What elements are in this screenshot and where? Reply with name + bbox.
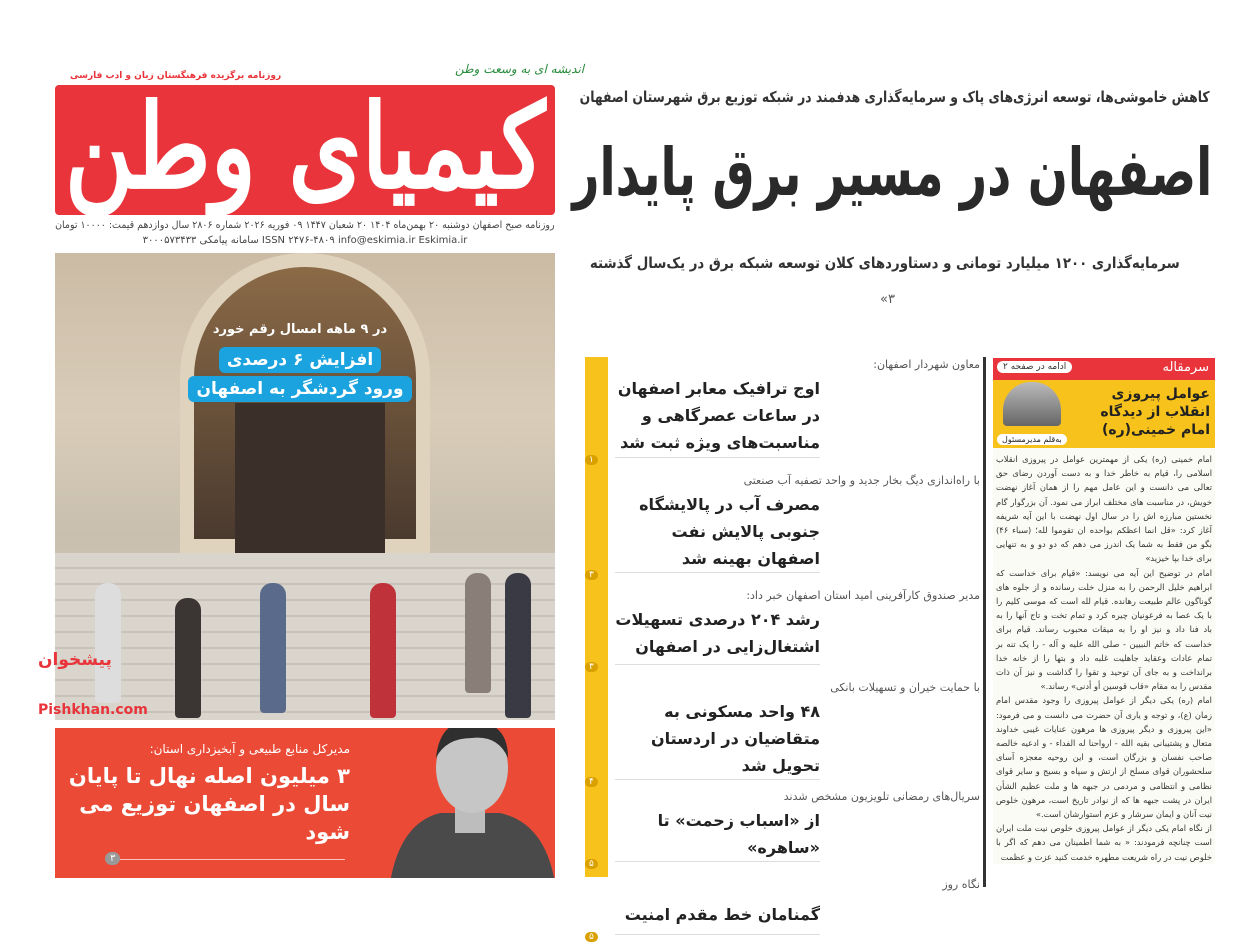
person	[175, 598, 201, 718]
paragraph: از نگاه امام یکی دیگر از عوامل پیروزی خلوص نیت ملت ایران است چنانچه فرمودند: « به شما اطمینان می دهم که اگر با خلوص نیت در راه شریعت مطهره خدمت کنید عزت و عظمت	[996, 823, 1212, 862]
divider	[105, 859, 345, 860]
news-column	[589, 358, 980, 942]
lead-page-ref[interactable]: «۳	[880, 292, 895, 307]
lead-subhead: سرمایه‌گذاری ۱۲۰۰ میلیارد تومانی و دستاوردهای کلان توسعه شبکه برق در یک‌سال گذشته	[590, 254, 1180, 272]
person	[95, 583, 121, 703]
editorial[interactable]	[993, 358, 1215, 864]
paragraph: امام خمینی (ره) یکی از مهمترین عوامل در پیروزی انقلاب اسلامی را، قیام به خاطر خدا و به دست آوردن رضای حق تعالی می دانست و این عامل مهم را از همان آغاز نهضت خویش، در مناسبت های مختلف ابراز می نمود. آن بزرگوار گام نخستین مبارزه اش را در سال اول نهضت با این آیه شریفه آغاز کرد: «قل انما اعظکم بواحده ان تقوموا لله؛ (سباء ۴۶) بگو من فقط به شما یک اندرز می دهم که دو دو و به تنهایی برای خدا بپا خیزید»	[996, 454, 1212, 564]
lead-kicker: کاهش خاموشی‌ها، توسعه انرژی‌های پاک و سرمایه‌گذاری هدفمند در شبکه توزیع برق شهرستان اصفهان	[580, 88, 1210, 106]
page-ref[interactable]: ۳	[585, 570, 598, 580]
story-kicker: با حمایت خیران و تسهیلات بانکی	[830, 681, 980, 694]
story-item[interactable]	[589, 780, 980, 869]
page-ref[interactable]: ۳	[585, 662, 598, 672]
editorial-author: به‌قلم مدیرمسئول	[997, 434, 1067, 445]
story-kicker: نگاه روز	[942, 878, 980, 891]
page-ref[interactable]: ۳	[105, 852, 120, 865]
photo-headline[interactable]	[150, 344, 450, 402]
contact-info: ISSN ۲۴۷۶-۴۸۰۹ info@eskimia.ir Eskimia.ir سامانه پیامکی ۳۰۰۰۵۷۳۴۳۳	[142, 235, 468, 246]
story-kicker: سریال‌های رمضانی تلویزیون مشخص شدند	[783, 790, 980, 803]
issue-info: روزنامه صبح اصفهان دوشنبه ۲۰ بهمن‌ماه ۱۴۰۴ ۲۰ شعبان ۱۴۴۷ ۰۹ فوریه ۲۰۲۶ شماره ۲۸۰۶ سال دوازدهم قیمت: ۱۰۰۰۰ تومان	[55, 220, 555, 231]
watermark: پیشخوان	[38, 650, 112, 670]
photo-headline-line2: ورود گردشگر به اصفهان	[188, 376, 411, 402]
story-item[interactable]	[589, 862, 980, 942]
person	[370, 583, 396, 718]
column-divider	[983, 357, 986, 887]
person	[465, 573, 491, 693]
editorial-header	[993, 358, 1215, 380]
masthead-logo	[55, 85, 555, 215]
story-item[interactable]	[589, 358, 980, 465]
page-ref[interactable]: ۴	[585, 777, 598, 787]
page-ref[interactable]: ۱	[585, 455, 598, 465]
story-item[interactable]	[589, 573, 980, 672]
logo-text: کیمیای وطن	[64, 85, 545, 215]
editorial-label: سرمقاله	[1162, 360, 1209, 375]
editorial-title-box	[993, 380, 1215, 448]
story-item[interactable]	[589, 458, 980, 580]
story-headline: از «اسباب زحمت» تا «ساهره»	[657, 811, 820, 857]
author-photo	[1003, 382, 1061, 426]
person	[260, 583, 286, 713]
lead-headline[interactable]: اصفهان در مسیر برق پایدار	[572, 134, 1212, 211]
red-story-kicker: مدیرکل منابع طبیعی و آبخیزداری استان:	[149, 742, 350, 756]
red-story-headline: ۳ میلیون اصله نهال تا پایان سال در اصفهان توزیع می شود	[68, 764, 350, 844]
editorial-body	[993, 448, 1215, 864]
story-headline: اوج ترافیک معابر اصفهان در ساعات عصرگاهی و مناسبت‌های ویژه ثبت شد	[617, 379, 820, 452]
photo-headline-line1: افزایش ۶ درصدی	[219, 347, 381, 373]
continued-link[interactable]: ادامه در صفحه ۲	[997, 361, 1072, 373]
gate	[235, 403, 385, 553]
story-kicker: مدیر صندوق کارآفرینی امید استان اصفهان خبر داد:	[746, 589, 980, 602]
person	[505, 573, 531, 718]
paragraph: امام در توضیح این آیه می نویسد: «قیام برای خداست که ابراهیم خلیل الرحمن را به منزل خلت رسانده و از جلوه های گوناگون عالم طبیعت رهانده. قیام لله است که موسی کلیم را با یک عصا به فرعونیان چیره کرد و تمام تخت و تاج آنها را به باد فنا داد و نیز او را به میقات محبوب رساند. قیام برای خداست که خاتم النبیین - صلی الله علیه و آله - را یک تنه بر تمام عادات وعقاید جاهلیت غلبه داد و بتها را از خانه خدا برانداخت و به جای آن توحید و تقوا را گذاشت و نیز آن ذات مقدس را به مقام «قاب قوسین أو أدنی» رساند.»	[996, 567, 1212, 692]
story-headline: رشد ۲۰۴ درصدی تسهیلات اشتغال‌زایی در اصفهان	[615, 610, 820, 656]
tagline: روزنامه برگزیده فرهنگستان زبان و ادب فارسی	[70, 71, 282, 81]
story-headline: مصرف آب در پالایشگاه جنوبی پالایش نفت اصفهان بهینه شد	[639, 495, 820, 568]
editorial-title: عوامل پیروزی انقلاب از دیدگاه امام خمینی(ره)	[1100, 386, 1210, 438]
red-story[interactable]	[55, 728, 555, 878]
slogan: اندیشه ای به وسعت وطن	[455, 62, 585, 76]
story-headline: ۴۸ واحد مسکونی به متقاضیان در اردستان تحویل شد	[650, 702, 820, 775]
page-ref[interactable]: ۵	[585, 932, 598, 942]
watermark-url: Pishkhan.com	[38, 702, 148, 718]
accent-strip	[585, 357, 608, 877]
story-item[interactable]	[589, 665, 980, 787]
story-kicker: با راه‌اندازی دیگ بخار جدید و واحد تصفیه آب صنعتی	[743, 474, 980, 487]
portrait-photo	[380, 728, 555, 878]
photo-kicker: در ۹ ماهه امسال رقم خورد	[212, 322, 388, 337]
story-headline: گمنامان خط مقدم امنیت	[624, 905, 820, 924]
story-kicker: معاون شهردار اصفهان:	[873, 358, 980, 371]
paragraph: امام (ره) یکی دیگر از عوامل پیروزی را وجود مقدس امام زمان (ع)، و توجه و یاری آن حضرت می دانست و می فرمود: «این پیروزی و دیگر پیروزی ها مرهون عنایات غیبی خداوند متعال و پشتیبانی بقیه الله - ارواحنا له الفداء - و ادعیه خالصه صاحب نفسان و بزرگان است، و این روحیه معجزه آسای سلحشوران قوای مسلح از ارتش و سپاه و بسیج و سایر قوای نظامی و انتظامی و مردمی در جبهه ها و ملت عظیم الشأن ایران در پشت جبهه ها که از نوادر تاریخ است، مرهون خلوص نیت آنان و ایمان سرشار و عزم استوارشان است.»	[996, 695, 1212, 820]
page-ref[interactable]: ۵	[585, 859, 598, 869]
